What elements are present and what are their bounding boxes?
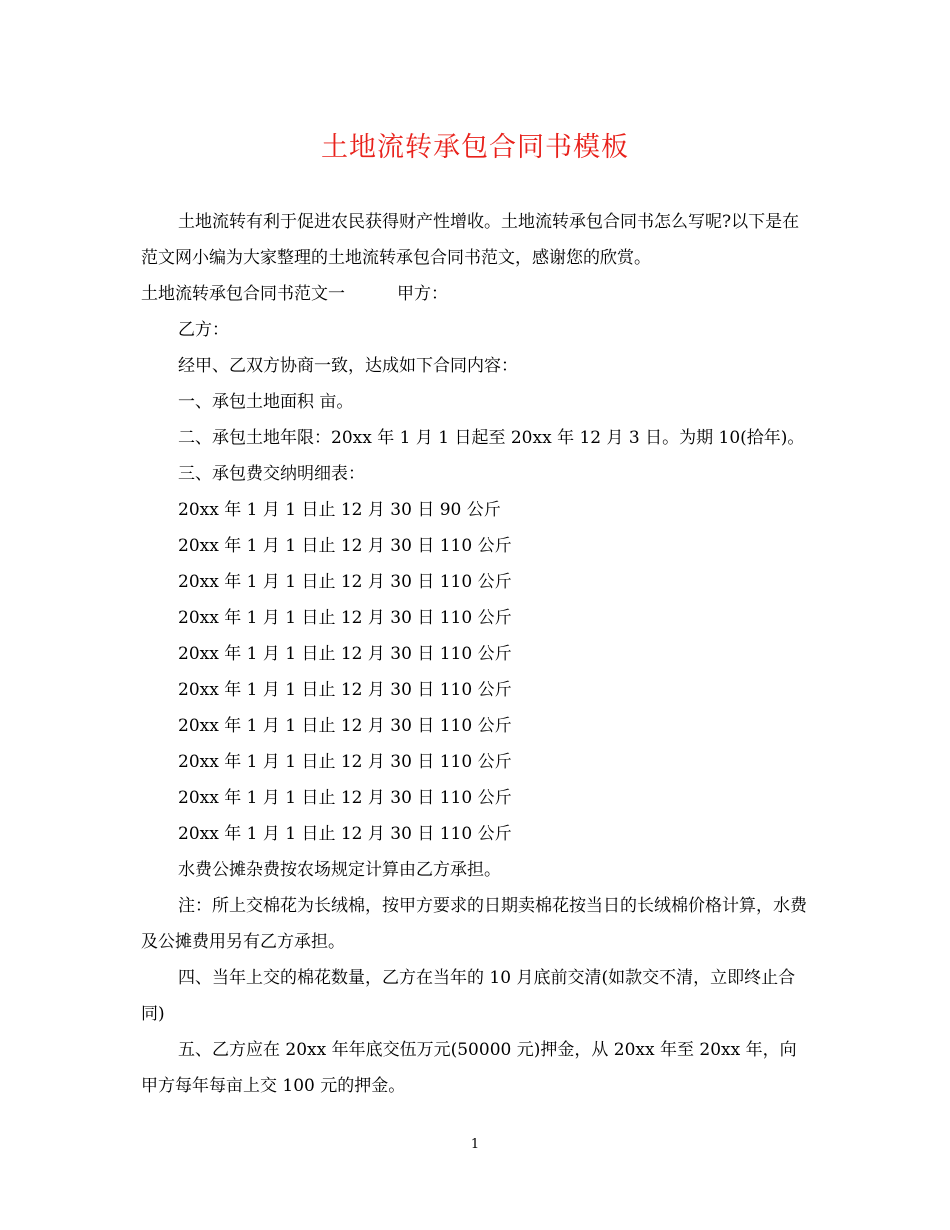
clause-3: 三、承包费交纳明细表： <box>178 464 365 484</box>
clause-5: 五、乙方应在 20xx 年年底交伍万元(50000 元)押金，从 20xx 年至 20xx 年，向甲方每年每亩上交 100 元的押金。 <box>141 1040 797 1096</box>
document-title: 土地流转承包合同书模板 <box>321 132 629 163</box>
document-body <box>141 204 811 1104</box>
clause-1: 一、承包土地面积 亩。 <box>178 392 354 412</box>
party-b-label: 乙方： <box>178 320 229 340</box>
intro-paragraph: 土地流转有利于促进农民获得财产性增收。土地流转承包合同书怎么写呢?以下是在范文网小编为大家整理的土地流转承包合同书范文，感谢您的欣赏。 <box>141 212 800 268</box>
fee-row: 20xx 年 1 月 1 日止 12 月 30 日 110 公斤 <box>178 716 512 736</box>
water-fee-text: 水费公摊杂费按农场规定计算由乙方承担。 <box>178 860 501 880</box>
clause-2: 二、承包土地年限：20xx 年 1 月 1 日起至 20xx 年 12 月 3 日。为期 10(拾年)。 <box>178 428 805 448</box>
fee-row: 20xx 年 1 月 1 日止 12 月 30 日 110 公斤 <box>178 788 512 808</box>
fee-row: 20xx 年 1 月 1 日止 12 月 30 日 110 公斤 <box>178 680 512 700</box>
fee-row: 20xx 年 1 月 1 日止 12 月 30 日 90 公斤 <box>178 500 501 520</box>
fee-row: 20xx 年 1 月 1 日止 12 月 30 日 110 公斤 <box>178 824 512 844</box>
note-paragraph: 注：所上交棉花为长绒棉，按甲方要求的日期卖棉花按当日的长绒棉价格计算，水费及公摊费用另有乙方承担。 <box>141 896 807 952</box>
fee-row: 20xx 年 1 月 1 日止 12 月 30 日 110 公斤 <box>178 608 512 628</box>
fee-row: 20xx 年 1 月 1 日止 12 月 30 日 110 公斤 <box>178 752 512 772</box>
fee-row: 20xx 年 1 月 1 日止 12 月 30 日 110 公斤 <box>178 536 512 556</box>
party-a-label: 甲方： <box>397 284 448 304</box>
sample-heading: 土地流转承包合同书范文一 <box>141 284 345 304</box>
fee-row: 20xx 年 1 月 1 日止 12 月 30 日 110 公斤 <box>178 644 512 664</box>
fee-row: 20xx 年 1 月 1 日止 12 月 30 日 110 公斤 <box>178 572 512 592</box>
sample-heading-line <box>141 276 811 312</box>
page-number: 1 <box>470 1137 480 1152</box>
agreement-text: 经甲、乙双方协商一致，达成如下合同内容： <box>178 356 518 376</box>
clause-4: 四、当年上交的棉花数量，乙方在当年的 10 月底前交清(如款交不清，立即终止合同) <box>141 968 796 1024</box>
